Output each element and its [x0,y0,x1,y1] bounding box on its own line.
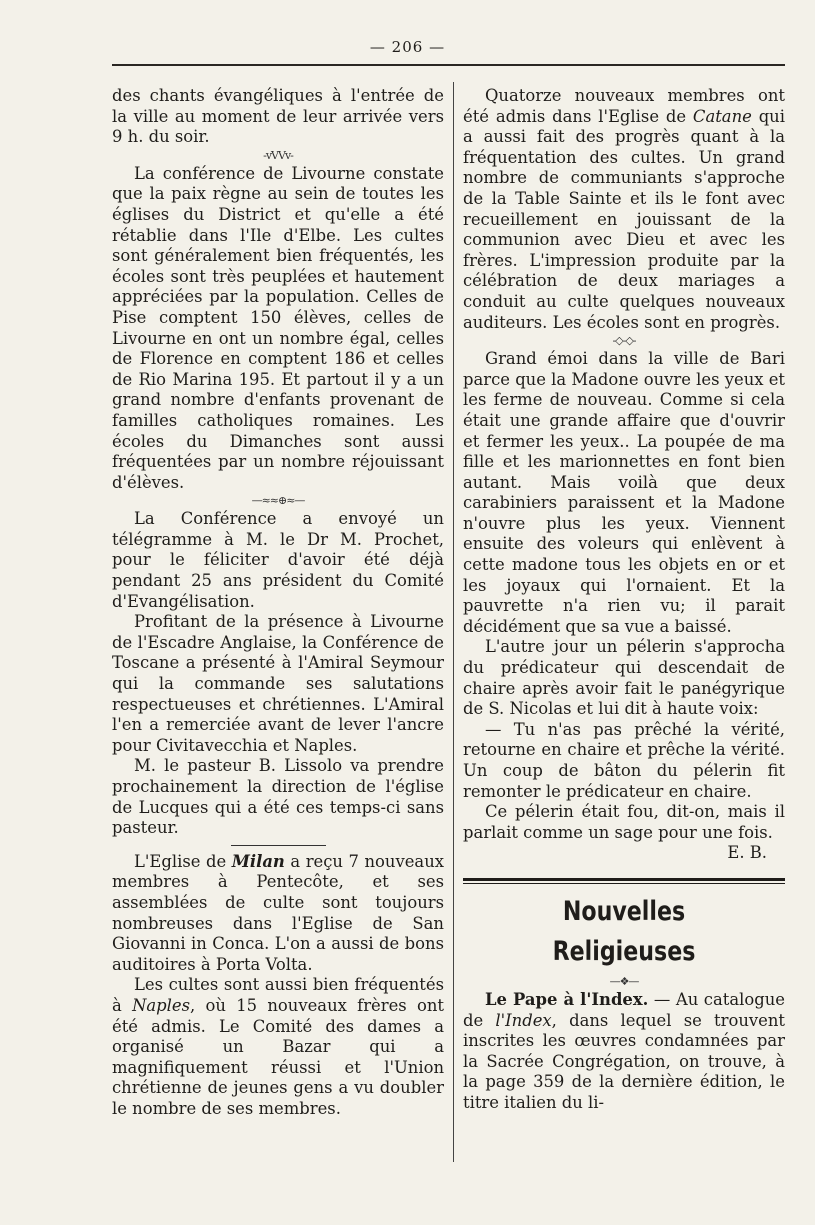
paragraph-chants: des chants évangéliques à l'entrée de la ville au moment de leur arrivée vers 9 h. du soir. [112,86,444,147]
paragraph-bari: Grand émoi dans la ville de Bari parce que la Madone ouvre les yeux et les ferme de nouveau. Comme si cela était une grande affaire que d'ouvrir et fermer les yeux.. La poupée de ma fille et les marionnettes en font bien autant. Mais voilà que deux carabiniers paraissent et la Madone n'ouvre plus les yeux. Viennent ensuite des voleurs qui enlèvent à cette madone tous les objets en or et les joyaux qui l'ornaient. Et la pauvrette n'a rien vu; il parait décidément que sa vue a baissé. [463,349,786,636]
paragraph-milan: L'Eglise de Milan a reçu 7 nouveaux membres à Pentecôte, et ses assemblées de culte sont toujours nombreuses dans l'Eglise de San Giovanni in Conca. L'on a aussi de bons auditoires à Porta Volta. [112,851,444,974]
paragraph-catane: Quatorze nouveaux membres ont été admis dans l'Eglise de Catane qui a aussi fait des progrès quant à la fréquentation des cultes. Un grand nombre de communiants s'approche de la Table Sainte et ils le font avec recueillement en jouissant de la communion avec Dieu et avec les frères. L'impression produite par la célébration de deux mariages a conduit au culte quelques nouveaux auditeurs. Les écoles sont en progrès. [463,86,785,332]
header-rule [112,64,785,66]
ornament-divider: -◇-◇- [612,334,636,348]
paragraph-telegramme: La Conférence a envoyé un télégramme à M. le Dr M. Prochet, pour le féliciter d'avoir été déjà pendant 25 ans président du Comité d'Evangélisation. [112,509,444,611]
paragraph-livourne: La conférence de Livourne constate que la paix règne au sein de toutes les églises du District et qu'elle a été rétablie dans l'Ile d'Elbe. Les cultes sont généralement bien fréquentés, les écoles sont très peuplées et hautement appréciées par la population. Celles de Pise comptent 150 élèves, celles de Livourne en ont un nombre égal, celles de Florence en comptent 186 et celles de Rio Marina 195. Et partout il y a un grand nombre d'enfants provenant de familles catholiques romaines. Les écoles du Dimanches sont aussi fréquentées par un nombre réjouissant d'élèves. [112,163,444,492]
short-rule-divider [231,845,326,846]
paragraph-dialogue: — Tu n'as pas prêché la vérité, retourne en chaire et prêche la vérité. Un coup de bâton du pélerin fit remonter le prédicateur en chaire. [463,719,785,801]
paragraph-naples: Les cultes sont aussi bien fréquentés à Naples, où 15 nouveaux frères ont été admis. Le Comité des dames a organisé un Bazar qui a magnifiquement réussi et l'Union chrétienne de jeunes gens a vu doubler le nombre de ses membres. [112,975,444,1118]
index-title: l'Index [495,1010,552,1030]
paragraph-fou: Ce pélerin était fou, dit-on, mais il parlait comme un sage pour une fois. [463,802,785,842]
city-milan: Milan [231,851,285,871]
paragraph-pape-index: Le Pape à l'Index. — Au catalogue de l'Index, dans lequel se trouvent inscrites les œuvres condamnées par la Sacrée Congrégation, on trouve, à la page 359 de la dernière édition, le titre italien du li- [463,989,785,1112]
article-title: Le Pape à l'Index. [485,989,649,1009]
section-heading: Nouvelles Religieuses [552,895,696,967]
city-naples: Naples [132,995,191,1015]
section-rule [463,878,785,884]
page-number: — 206 — [369,38,446,56]
paragraph-lissolo: M. le pasteur B. Lissolo va prendre prochainement la direction de l'église de Lucques qui a été ces temps-ci sans pasteur. [112,756,444,838]
column-divider [453,82,454,1162]
ornament-divider: -vVVv- [263,148,293,162]
paragraph-pelerin: L'autre jour un pélerin s'approcha du prédicateur qui descendait de chaire après avoir fait le panégyrique de S. Nicolas et lui dit à haute voix: [463,637,785,719]
city-catane: Catane [692,106,752,126]
left-column [112,86,444,1120]
author-signature: E. B. [727,843,767,863]
ornament-divider: —≈≈⊕≈— [251,494,305,508]
ornament-divider: —❖— [609,974,639,988]
paragraph-escadre: Profitant de la présence à Livourne de l'Escadre Anglaise, la Conférence de Toscane a présenté à l'Amiral Seymour qui la commande ses salutations respectueuses et chrétiennes. L'Amiral l'en a remerciée avant de lever l'ancre pour Civitavecchia et Naples. [112,612,444,755]
right-column [463,86,785,1114]
